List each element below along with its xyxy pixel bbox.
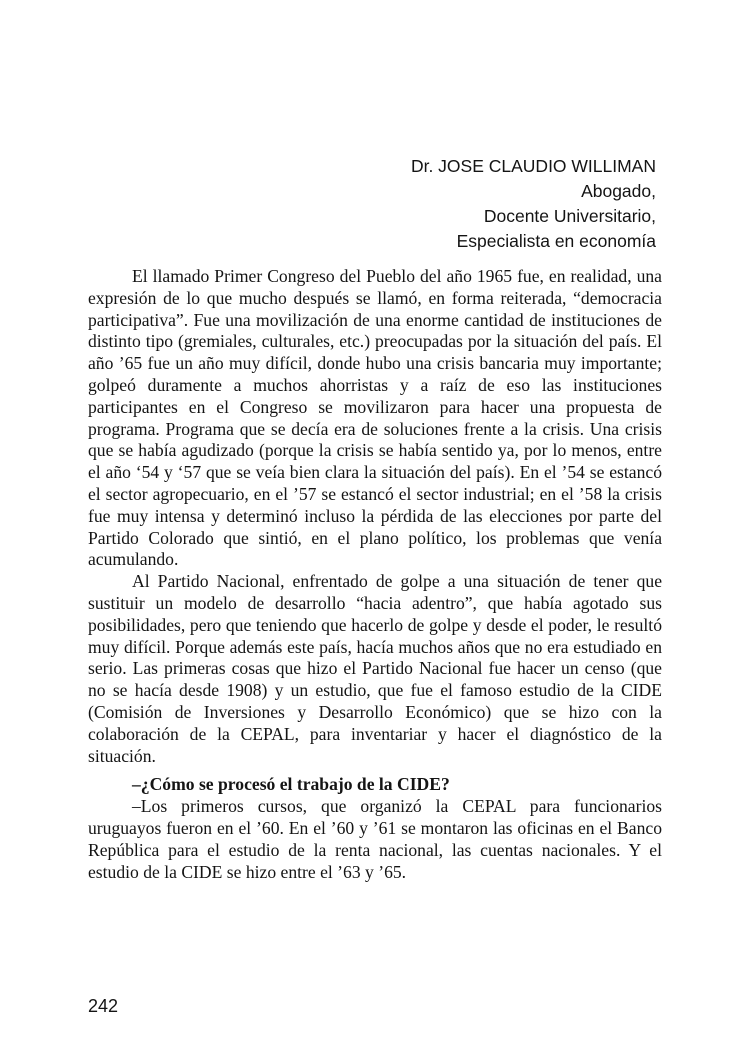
paragraph-partido-nacional: Al Partido Nacional, enfrentado de golpe a una situación de tener que sustituir un modelo de desarrollo “hacia adentro”, que había agotado sus posibilidades, pero que teniendo que hacerlo de golpe y desde el poder, le resultó muy difícil. Porque además este país, hacía muchos años que no era estudiado en serio. Las primeras cosas que hizo el Partido Nacional fue hacer un censo (que no se hacía desde 1908) y un estudio, que fue el famoso estudio de la CIDE (Comisión de Inversiones y Desarrollo Económico) que se hizo con la colaboración de la CEPAL, para inventariar y hacer el diagnóstico de la situación. [88,571,662,766]
author-role-lawyer: Abogado, [581,181,656,201]
author-role-economist: Especialista en economía [456,231,656,251]
interview-answer: –Los primeros cursos, que organizó la CEPAL para funcionarios uruguayos fueron en el ’60. En el ’60 y ’61 se montaron las oficinas en el Banco República para el estudio de la renta nacional, las cuentas nacionales. Y el estudio de la CIDE se hizo entre el ’63 y ’65. [88,796,662,882]
page-number: 242 [88,996,119,1016]
article-body [88,266,662,883]
author-name: Dr. JOSE CLAUDIO WILLIMAN [410,156,656,176]
interview-question: –¿Cómo se procesó el trabajo de la CIDE? [132,774,450,795]
author-block [411,154,656,254]
author-role-professor: Docente Universitario, [483,206,656,226]
paragraph-congreso: El llamado Primer Congreso del Pueblo del año 1965 fue, en realidad, una expresión de lo que mucho después se llamó, en forma reiterada, “democracia participativa”. Fue una movilización de una enorme cantidad de instituciones de distinto tipo (gremiales, culturales, etc.) preocupadas por la situación del país. El año ’65 fue un año muy difícil, donde hubo una crisis bancaria muy importante; golpeó duramente a muchos ahorristas y a raíz de eso las instituciones participantes en el Congreso se movilizaron para hacer una propuesta de programa. Programa que se decía era de soluciones frente a la crisis. Una crisis que se había agudizado (porque la crisis se había sentido ya, por lo menos, entre el año ‘54 y ‘57 que se veía bien clara la situación del país). En el ’54 se estancó el sector agropecuario, en el ’57 se estancó el sector industrial; en el ’58 la crisis fue muy intensa y determinó incluso la pérdida de las elecciones por parte del Partido Colorado que sintió, en el plano político, los problemas que venía acumulando. [88,266,662,570]
